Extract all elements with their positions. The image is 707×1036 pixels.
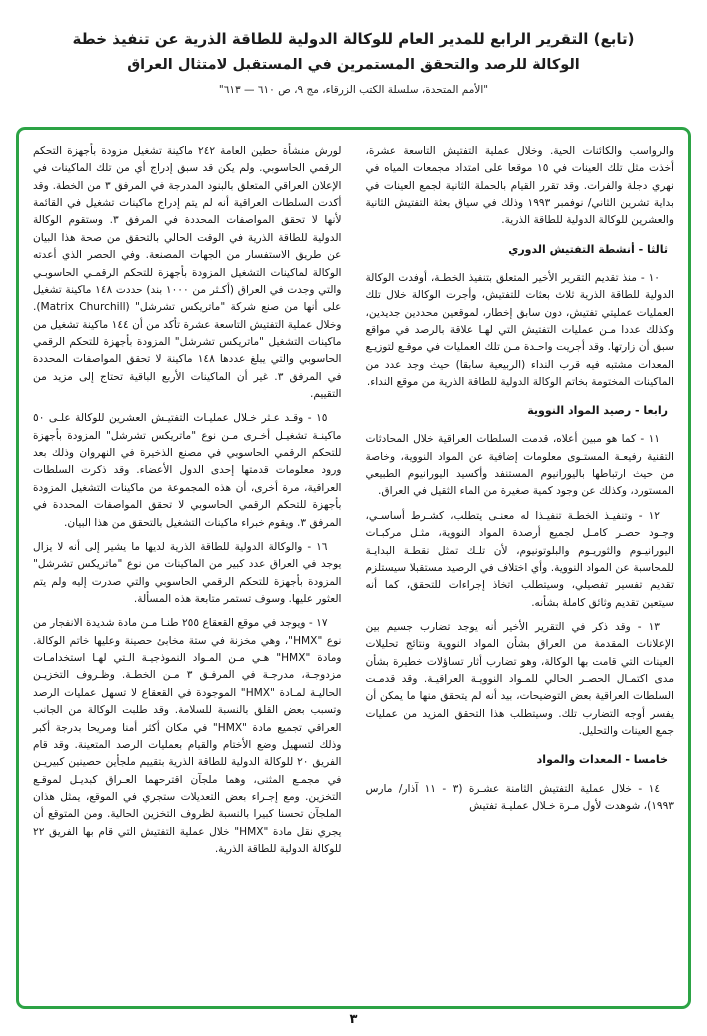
two-column-text [33,143,674,996]
paragraph: ١٤ - خلال عملية التفتيش الثامنة عشـرة (٣ - ١١ آذار/ مارس ١٩٩٣)، شوهدت لأول مـرة خـلال عمليـة تفتيش [365,782,674,812]
paragraph: ١٥ - وقـد عـثر خـلال عمليـات التفتيـش العشرين للوكالة علـى ٥٠ ماكينـة تشغيـل أخـرى مـن نوع "ماتريكس تشرشل" المزودة بأجهزة للتحكم الرقمي الحاسوبي في مصنع الذخيرة في النهروان وذلك بعد ورود معلومات قدمتها إحدى الدول الأعضاء. وقد ذكرت السلطات العراقية، مرة أخرى، أن هذه المجموعة من ماكينات التشغيل المزودة بأجهزة للتحكم الرقمي الحاسوبي لا تحقق المواصفات المحددة في المرفق ٣. ويقوم خبراء ماكينات التشغيل بالتحقق من هذا البيان. [33,412,342,529]
document-header [0,30,707,96]
content-frame [16,127,691,1009]
text-column-left [33,143,342,996]
paragraph: ١٦ - والوكالة الدولية للطاقة الذرية لديها ما يشير إلى أنه لا يزال يوجد في العراق عدد كبير من الماكينات من نوع "ماتريكس تشرشل" المزودة بأجهزة للتحكم الرقمي الحاسوبي والتي صدرت إليه ولم يتم العثور عليها. وسوف تستمر متابعة هذه المسألة. [33,540,342,605]
document-source-line: "الأمم المتحدة، سلسلة الكتب الزرقاء، مج ٩، ص ٦١٠ — ٦١٣" [218,84,489,96]
section-heading-equipment-and-materials: خامسا - المعدات والمواد [536,753,668,767]
page-number: ٣ [349,1012,358,1027]
document-title-line-1: (تابع) التقرير الرابع للمدير العام للوكالة الدولية للطاقة الذرية عن تنفيذ خطة [72,30,635,48]
section-heading-periodic-inspection: ثالثا - أنشطة التفتيش الدوري [508,242,668,256]
paragraph: لورش منشأة حطين العامة ٢٤٢ ماكينة تشغيل مزودة بأجهزة التحكم الرقمي الحاسوبي. ولم يكن قد سبق إدراج أي من تلك الماكينات في الإعلان العراقي المتعلق بالبنود المدرجة في المرفق ٣ من الخطة. وقد أكدت السلطات العراقية أنه لم يتم إدراج ماكينات تشغيل في القائمة لأنها لا تحقق المواصفات المحددة في المرفق ٣. وستقوم الوكالة الدولية للطاقة الذرية في الوقت الحالي بالتحقق من صحة هذا البيان عن طريق الاستفسار من الجهات المصنعة. وفي الحصر الذي أعدته الوكالة لماكينات التشغيل المزودة بأجهزة للتحكم الرقمـي الحاسوبـي والتي وجدت في العراق (أكـثر من ١٠٠٠ بند) حددت ١٤٨ ماكينة تشغيل على أنها من صنع شركة "ماتريكس تشرشل" (Matrix Churchill). وخلال عملية التفتيش التاسعة عشرة تأكد من أن ١٤٤ ماكينة تشغيل من ماكينات التشغيل "ماتريكس تشرشل" المزودة بأجهزة للتحكم الرقمي الحاسوبي والتي يبلغ عددها ١٤٨ ماكينة لا تحقق المواصفات المحددة في المرفق ٣. غير أن الماكينات الأربع الباقية تحتاج إلى مزيد من التقييم. [33,145,342,401]
paragraph: ١٣ - وقد ذكر في التقرير الأخير أنه يوجد تضارب جسيم بين الإعلانات المقدمة من العراق بشأن المواد النووية ونتائج تحليلات العينات التي قامت بها الوكالة، وهو تضارب أثار تساؤلات خطيرة بشأن مدى اكتمـال الحصـر الحالي للمـواد النوويـة العراقيـة. وقد قدمـت السلطات العراقية بعض التوضيحات، بيد أنه لم يتحقق منها ما يمكن أن يفسر أوجه التضارب تلك. وسيتطلب هذا التحقق المزيد من عمليات جمع العينات والتحليل. [365,620,674,738]
section-heading-nuclear-material-balance: رابعا - رصيد المواد النووية [527,404,668,418]
paragraph: ١٧ - ويوجد في موقع القعقاع ٢٥٥ طنـا مـن مادة شديدة الانفجار من نوع "HMX"، وهي مخزنة في ستة مخابئ حصينة وعليها خاتم الوكالة. ومادة "HMX" هـي مـن المـواد النموذجيـة الـتي لهـا استخدامـات مزدوجـة، مدرجـة في المرفـق ٣ مـن الخطـة. وظـروف التخزيـن الحاليـة لمـادة "HMX" الموجودة في القعقاع لا تسهل عمليات الرصد وتسبب بعض القلق بالنسبة للسلامة. وقد طلبت الوكالة من الجانب العراقي تجميع مادة "HMX" في مكان أكثر أمنا ومريحا بدرجة أكبر وذلك لتسهيل وضع الأختام والقيام بعمليات الرصد المتعينة. وقد قام الفريق ٢٠ للوكالة الدولية للطاقة الذرية بتقييم ملجأين حصينين كبيريـن في مجمـع المثنى، وهما ملجآن اقترحهما العـراق كبديـل لموقـع التخزين. ومع إجـراء بعض التعديلات ستجري في الموقع، يمثل هذان الملجآن تحسنا كبيرا بالنسبة لظروف التخزين الحالية. ومن المتوقع أن يجري نقل مادة "HMX" خلال عملية التفتيش التي قام بها الفريق ٢٢ للوكالة الدولية للطاقة الذرية. [33,617,342,856]
text-column-right [366,143,675,996]
paragraph: ١٠ - منذ تقديم التقرير الأخير المتعلق بتنفيذ الخطـة، أوفدت الوكالة الدولية للطاقة الذرية ثلاث بعثات للتفتيش، وأجرت الوكالة خلال تلك العمليات عمليتي تفتيش، دون سابق إخطار، لموقعين محددين جديدين، وكذلك عددا مـن عمليات التفتيش التي لهـا علاقة بالرصد في مواقع سبق أن زارتها. وقد أجريت واحـدة مـن تلك العمليات في موقـع لتوزيـع المعدات مشتبه فيه قرب النداء (الربيعية سابقا) حيث وجد عدد من الماكينات المختومة بخاتم الوكالة الدولية للطاقة الذرية من موقع النداء. [365,271,674,388]
paragraph: ١١ - كما هو مبين أعلاه، قدمت السلطات العراقية خلال المحادثات التقنية رفيعـة المستـوى معلومات إضافية عن المواد النووية، وخاصة من حيث ارتباطها باليورانيوم المستنفد وأكسيد اليورانيوم الطبيعي المستورد، وكذلك عن وجود كمية صغيرة من الماء الثقيل في العراق. [365,433,674,498]
paragraph: والرواسب والكائنات الحية. وخلال عملية التفتيش التاسعة عشرة، أخذت مثل تلك العينات في ١٥ موقعا على امتداد مجمعات المياه في نهري دجلة والفرات. وقد تقرر القيام بالحملة الثانية لجمع العينات في بداية تشرين الثاني/ نوفمبر ١٩٩٣ وذلك في سياق بعثة التفتيش الثانية والعشرين للوكالة الدولية للطاقة الذرية. [365,145,674,227]
document-title-line-2: الوكالة للرصد والتحقق المستمرين في المستقبل لامتثال العراق [127,57,580,73]
paragraph: ١٢ - وتنفيـذ الخطـة تنفيـذا له معنـى يتطلب، كشـرط أساسـي، وجـود حصـر كامـل لجميع أرصدة المواد النووية، مثـل مركبـات اليورانيـوم والثوريـوم والبلوتونيوم، لأن تلـك تمثل نقطـة البدايـة للمحاسبة عن المواد النووية. وأي اختلاف في الرصيد مستقبلا سيستلزم تقديم تفسير تفصيلي، وسيتطلب اتخاذ إجراءات للتحقق، كما أنه سيتعين تقديم وثائق كاملة بشأنه. [365,509,674,609]
